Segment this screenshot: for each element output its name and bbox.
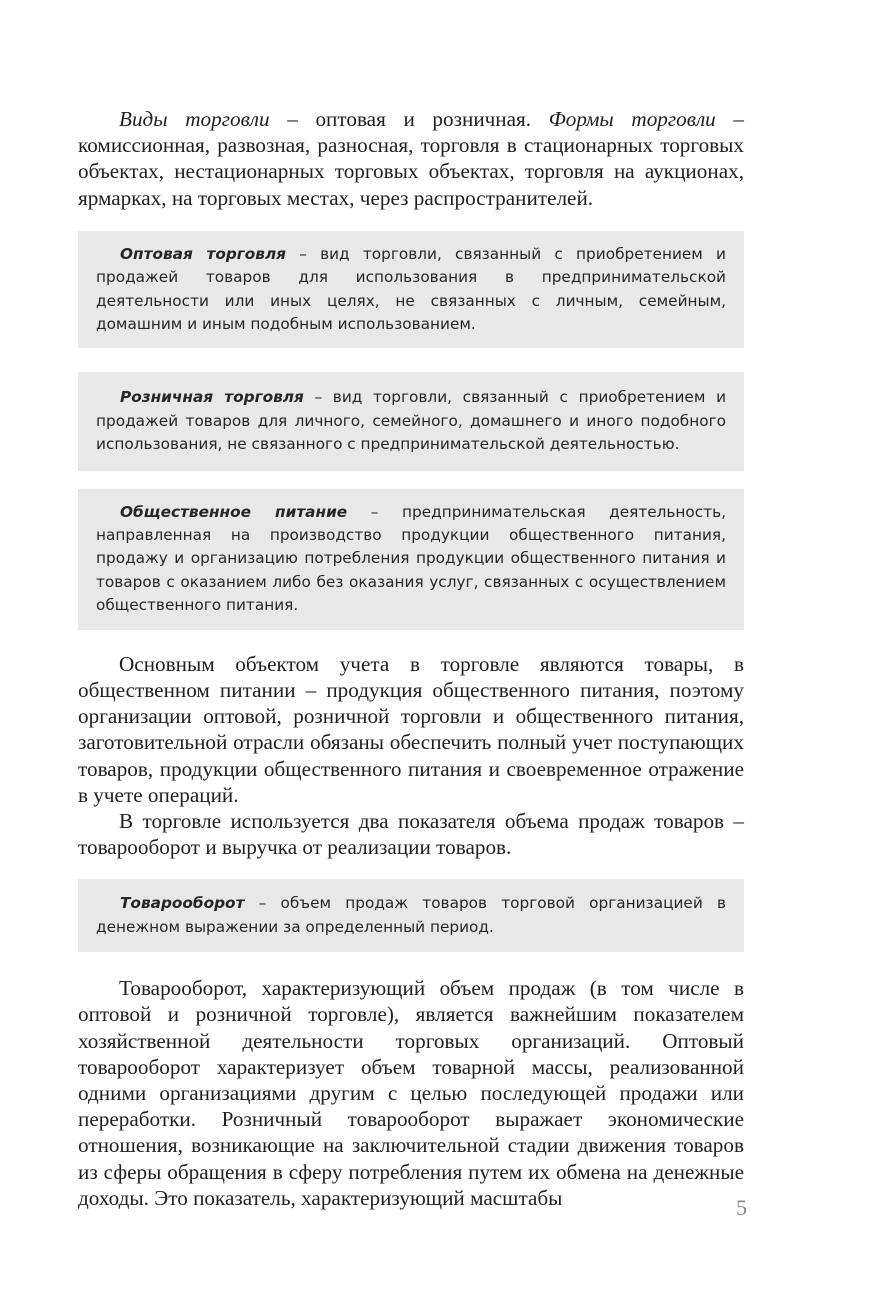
body-paragraph-indicators: В торговле используется два показателя объема продаж товаров – товарооборот и выручка от реализации товаров. <box>78 808 744 860</box>
intro-text-1: – оптовая и розничная. <box>269 107 549 131</box>
page-content <box>78 106 744 1211</box>
intro-text-2: – комиссионная, развозная, разносная, торговля в стационарных торговых объектах, нестационарных торговых объектах, торговля на аукционах, ярмарках, на торговых местах, через распространителей. <box>78 107 744 210</box>
definition-term: Товарооборот <box>120 894 245 913</box>
definition-body: – вид торговли, связанный с приобретением и продажей товаров для личного, семейного, домашнего и иного подобного использования, не связанного с предпринимательской деятельностью. <box>96 388 727 454</box>
body-paragraph-turnover: Товарооборот, характеризующий объем продаж (в том числе в оптовой и розничной торговле), является важнейшим показателем хозяйственной деятельности торговых организаций. Оптовый товарооборот характеризует объем товарной массы, реализованной одними организациями другим с целью последующей продажи или переработки. Розничный товарооборот выражает экономические отношения, возникающие на заключительной стадии движения товаров из сферы обращения в сферу потребления путем их обмена на денежные доходы. Это показатель, характеризующий масштабы <box>78 976 744 1210</box>
body-paragraph-accounting: Основным объектом учета в торговле являются товары, в общественном питании – продукция общественного питания, поэтому организации оптовой, розничной торговли и общественного питания, заготовительной отрасли обязаны обеспечить полный учет поступающих товаров, продукции общественного питания и своевременное отражение в учете операций. <box>78 651 744 807</box>
definition-body: – предпринимательская деятельность, направленная на производство продукции общественного питания, продажу и организацию потребления продукции общественного питания и товаров с оказанием либо без оказания услуг, связанных с осуществлением общественного питания. <box>96 502 726 615</box>
definition-text <box>96 243 726 337</box>
definition-text <box>96 386 726 456</box>
definition-text <box>96 892 726 939</box>
definition-box-turnover <box>78 879 744 952</box>
definition-term: Розничная торговля <box>120 388 304 407</box>
page-number: 5 <box>736 1195 747 1220</box>
definition-box-catering <box>78 489 744 630</box>
definition-body: – вид торговли, связанный с приобретением и продажей товаров для использования в предпринимательской деятельности или иных целях, не связанных с личным, семейным, домашним и иным подобным использованием. <box>96 244 726 334</box>
definition-box-retail <box>78 372 744 470</box>
intro-term-trade-forms: Формы торговли <box>548 107 716 131</box>
definition-term: Общественное питание <box>120 502 348 521</box>
intro-paragraph <box>78 106 744 211</box>
definition-body: – объем продаж товаров торговой организацией в денежном выражении за определенный период. <box>96 894 726 936</box>
definition-box-wholesale <box>78 231 744 349</box>
definition-term: Оптовая торговля <box>120 244 286 263</box>
intro-term-trade-types: Виды торговли <box>119 107 270 131</box>
definition-text <box>96 501 726 618</box>
